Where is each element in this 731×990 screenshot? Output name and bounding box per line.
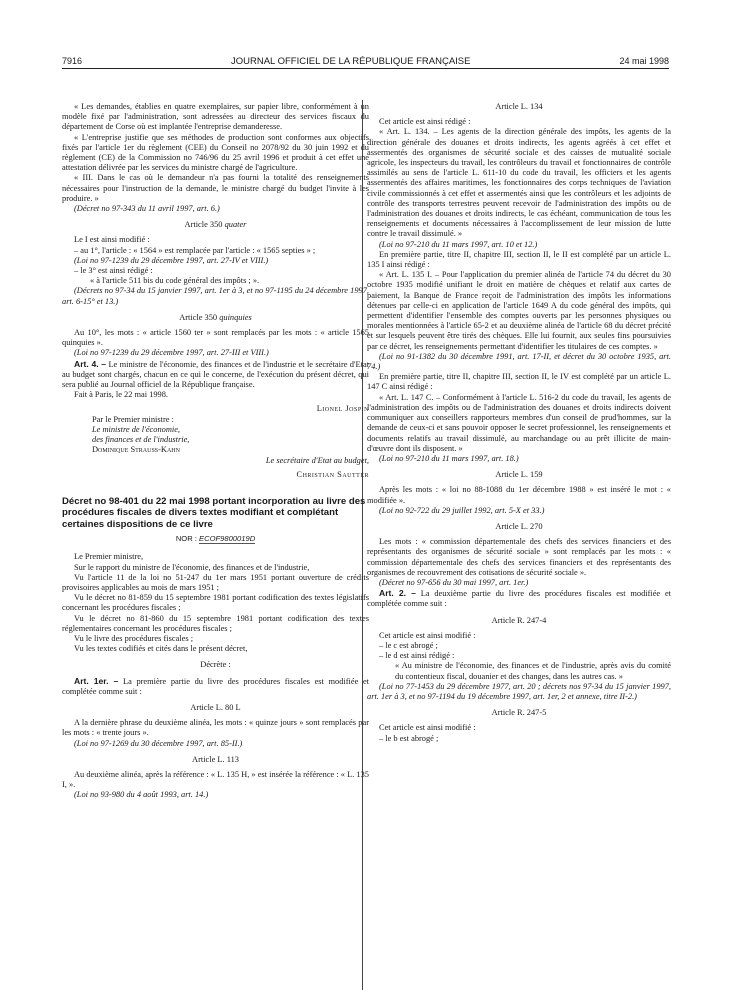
article-paragraph: Art. 1er. – La première partie du livre des procédures fiscales est modifiée et complétée comme suit : bbox=[62, 675, 369, 696]
quoted-article: « Art. L. 147 C. – Conformément à l'article L. 516-2 du code du travail, les agents de l'administration des impôts ou de l'administration des douanes et droits indirects doivent communiquer aux conseillers rapporteurs membres d'un conseil de prud'hommes, sur la demande de ceux-ci et sans pouvoir opposer le secret professionnel, les renseignements et documents relatifs au travail dissimulé, au marchandage ou au prêt illicite de main-d'œuvre dont ils disposent. » bbox=[367, 392, 671, 453]
article-heading: Article L. 113 bbox=[192, 754, 239, 764]
page-header bbox=[62, 54, 669, 69]
paragraph: Fait à Paris, le 22 mai 1998. bbox=[74, 390, 168, 400]
page-number: 7916 bbox=[62, 56, 83, 66]
nor-reference: NOR : ECOF9800019D bbox=[175, 534, 256, 544]
publication-date: 24 mai 1998 bbox=[619, 56, 669, 66]
paragraph: – au 1°, l'article : « 1564 » est remplacée par l'article : « 1565 septies » ; bbox=[74, 245, 316, 255]
quoted-text: « à l'article 511 bis du code général des impôts ; ». bbox=[90, 276, 260, 286]
article-heading: Article L. 159 bbox=[495, 470, 543, 480]
legal-reference: (Loi no 97-1239 du 29 décembre 1997, art. 27-III et VIII.) bbox=[74, 348, 269, 358]
right-column bbox=[367, 102, 671, 744]
minister-title: des finances et de l'industrie, bbox=[92, 435, 190, 445]
article-paragraph: Art. 4. – Le ministre de l'économie, des finances et de l'industrie et le secrétaire d'Etat au budget sont chargés, chacun en ce qui le concerne, de l'exécution du présent décret, qui sera publié au Journal officiel de la République française. bbox=[62, 358, 369, 390]
paragraph: En première partie, titre II, chapitre III, section II, le II est complété par un article L. 135 I ainsi rédigé : bbox=[367, 249, 671, 270]
legal-reference: (Loi no 97-210 du 11 mars 1997, art. 18.) bbox=[379, 453, 519, 463]
paragraph: Au deuxième alinéa, après la référence : « L. 135 H, » est insérée la référence : « L. 135 I, ». bbox=[62, 769, 369, 790]
paragraph: Vu le décret no 81-859 du 15 septembre 1981 portant codification des textes législatifs concernant les procédures fiscales ; bbox=[62, 593, 369, 613]
decrete-heading: Décrète : bbox=[200, 660, 231, 670]
signature-pm: Lionel Jospin bbox=[316, 404, 369, 414]
paragraph: – le b est abrogé ; bbox=[379, 733, 439, 743]
paragraph: « L'entreprise justifie que ses méthodes de production sont conformes aux objectifs fixés par l'article 1er du règlement (CEE) du Conseil no 2078/92 du 30 juin 1992 et du règlement (CE) de la Commission no 746/96 du 25 avril 1996 et produit à cet effet une attestation délivrée par les services du ministre chargé de l'agriculture. bbox=[62, 132, 369, 173]
article-paragraph: Art. 2. – La deuxième partie du livre des procédures fiscales est modifiée et complétée comme suit : bbox=[367, 588, 671, 609]
paragraph: Vu le livre des procédures fiscales ; bbox=[74, 633, 194, 643]
paragraph: Le I est ainsi modifié : bbox=[74, 235, 150, 245]
paragraph: Sur le rapport du ministre de l'économie, des finances et de l'industrie, bbox=[74, 562, 310, 572]
article-heading: Article L. 134 bbox=[495, 102, 543, 111]
article-heading: Article L. 270 bbox=[495, 521, 543, 531]
paragraph: « Les demandes, établies en quatre exemplaires, sur papier libre, conformément à un modèle fixé par l'administration, sont adressées au directeur des services fiscaux du département de Corse où est implantée l'entreprise demanderesse. bbox=[62, 102, 369, 132]
article-heading: Article 350 quinquies bbox=[179, 312, 252, 322]
legal-reference: (Loi no 77-1453 du 29 décembre 1977, art. 20 ; décrets nos 97-34 du 15 janvier 1997, art. 1er à 3, et no 97-1194 du 19 décembre 1997, art. 1er, 2 et annexe, titre II-2.) bbox=[367, 681, 671, 701]
legal-reference: (Loi no 92-722 du 29 juillet 1992, art. 5-X et 33.) bbox=[379, 505, 545, 515]
paragraph: A la dernière phrase du deuxième alinéa, les mots : « quinze jours » sont remplacés par les mots : « trente jours ». bbox=[62, 718, 369, 738]
paragraph: Cet article est ainsi modifié : bbox=[379, 723, 476, 733]
left-column bbox=[62, 102, 369, 801]
quoted-article: « Art. L. 135 I. – Pour l'application du premier alinéa de l'article 74 du décret du 30 octobre 1935 modifié unifiant le droit en matière de chèques et relatif aux cartes de paiement, la Banque de France reçoit de l'administration des impôts les informations détenues par celle-ci en application de l'article 1649 A du code général des impôts, qui permettent d'identifier l'ensemble des comptes ouverts par les personnes physiques ou morales mentionnées à l'article 65-2 et au deuxième alinéa de l'article 68 du décret précité et sur lesquels peuvent être tirés des chèques. Elle lui fournit, aux seules fins poursuivies par ce décret, les renseignements permettant d'identifier les titulaires de ces comptes. » bbox=[367, 270, 671, 351]
minister-title: Le ministre de l'économie, bbox=[92, 424, 181, 434]
paragraph: « III. Dans le cas où le demandeur n'a pas fourni la totalité des renseignements nécessaires pour l'instruction de la demande, le ministre chargé du budget l'invite à les produire. » bbox=[62, 173, 369, 203]
minister-name: Dominique Strauss-Kahn bbox=[92, 445, 180, 455]
paragraph: Le Premier ministre, bbox=[74, 552, 144, 562]
legal-reference: (Loi no 93-980 du 4 août 1993, art. 14.) bbox=[74, 790, 209, 800]
paragraph: – le c est abrogé ; bbox=[379, 640, 438, 650]
quoted-text: « Au ministre de l'économie, des finances et de l'industrie, après avis du comité du contentieux fiscal, douanier et des changes, dans les autres cas. » bbox=[395, 661, 671, 681]
quoted-article: « Art. L. 134. – Les agents de la direction générale des impôts, les agents de la direction générale des douanes et droits indirects, les agents agréés à cet effet et assermentés des organismes de sécurité sociale et des caisses de mutualité sociale agricole, les inspecteurs du travail, les contrôleurs du travail et fonctionnaires de contrôle assimilés au sens de l'article L. 611-10 du code du travail, les officiers et les agents assermentés des affaires maritimes, les fonctionnaires des corps techniques de l'aviation civile commissionnés à cet effet et assermentés ainsi que les contrôleurs et les adjoints de contrôle des transports terrestres peuvent recevoir de l'administration des impôts ou de l'administration des douanes et droits indirects, le cas échéant, communication de tous les renseignements et documents nécessaires à l'accomplissement de leur mission de lutte contre le travail dissimulé. » bbox=[367, 127, 671, 239]
legal-reference: (Loi no 97-1239 du 29 décembre 1997, art. 27-IV et VIII.) bbox=[74, 255, 269, 265]
legal-reference: (Décrets no 97-34 du 15 janvier 1997, art. 1er à 3, et no 97-1195 du 24 décembre 1997, art. 6-15° et 13.) bbox=[62, 286, 369, 306]
legal-reference: (Loi no 91-1382 du 30 décembre 1991, art. 17-II, et décret du 30 octobre 1935, art. 74.) bbox=[367, 351, 671, 372]
paragraph: – le 3° est ainsi rédigé : bbox=[74, 266, 153, 276]
paragraph: Les mots : « commission départementale des chefs des services financiers et des représentants des organismes de sécurité sociale » sont remplacés par les mots : « commission départementale des chefs des services financiers et des représentants des organismes de recouvrement des cotisations de sécurité sociale ». bbox=[367, 537, 671, 577]
article-heading: Article R. 247-5 bbox=[491, 708, 547, 718]
journal-title: JOURNAL OFFICIEL DE LA RÉPUBLIQUE FRANÇAISE bbox=[230, 55, 471, 67]
paragraph: Au 10°, les mots : « article 1560 ter » sont remplacés par les mots : « article 1565 quinquies ». bbox=[62, 328, 369, 348]
legal-reference: (Loi no 97-210 du 11 mars 1997, art. 10 et 12.) bbox=[379, 239, 538, 249]
decree-title: Décret no 98-401 du 22 mai 1998 portant incorporation au livre des procédures fiscales de divers textes modifiant et complétant certaines dispositions de ce livre bbox=[62, 495, 366, 530]
legal-reference: (Décret no 97-343 du 11 avril 1997, art. 6.) bbox=[74, 204, 220, 214]
legal-reference: (Décret no 97-656 du 30 mai 1997, art. 1er.) bbox=[379, 577, 529, 587]
article-heading: Article R. 247-4 bbox=[491, 615, 547, 625]
paragraph: Après les mots : « loi no 88-1088 du 1er décembre 1988 » est inséré le mot : « modifiée ». bbox=[367, 485, 671, 505]
paragraph: Vu l'article 11 de la loi no 51-247 du 1er mars 1951 portant ouverture de crédits provisoires applicables au mois de mars 1951 ; bbox=[62, 572, 369, 592]
paragraph: Vu le décret no 81-860 du 15 septembre 1981 portant codification des textes réglementaires concernant les procédures fiscales ; bbox=[62, 613, 369, 633]
paragraph: – le d est ainsi rédigé : bbox=[379, 651, 455, 661]
signature-intro: Par le Premier ministre : bbox=[92, 414, 174, 424]
paragraph: Vu les textes codifiés et cités dans le présent décret, bbox=[74, 644, 248, 654]
article-heading: Article L. 80 L bbox=[190, 702, 241, 712]
secretary-title: Le secrétaire d'Etat au budget, bbox=[265, 455, 369, 465]
legal-reference: (Loi no 97-1269 du 30 décembre 1997, art. 85-II.) bbox=[74, 738, 243, 748]
paragraph: Cet article est ainsi rédigé : bbox=[379, 117, 471, 127]
paragraph: Cet article est ainsi modifié : bbox=[379, 630, 476, 640]
paragraph: En première partie, titre II, chapitre III, section II, le IV est complété par un article L. 147 C ainsi rédigé : bbox=[367, 372, 671, 392]
article-heading: Article 350 quater bbox=[184, 220, 247, 230]
secretary-name: Christian Sautter bbox=[296, 469, 369, 479]
